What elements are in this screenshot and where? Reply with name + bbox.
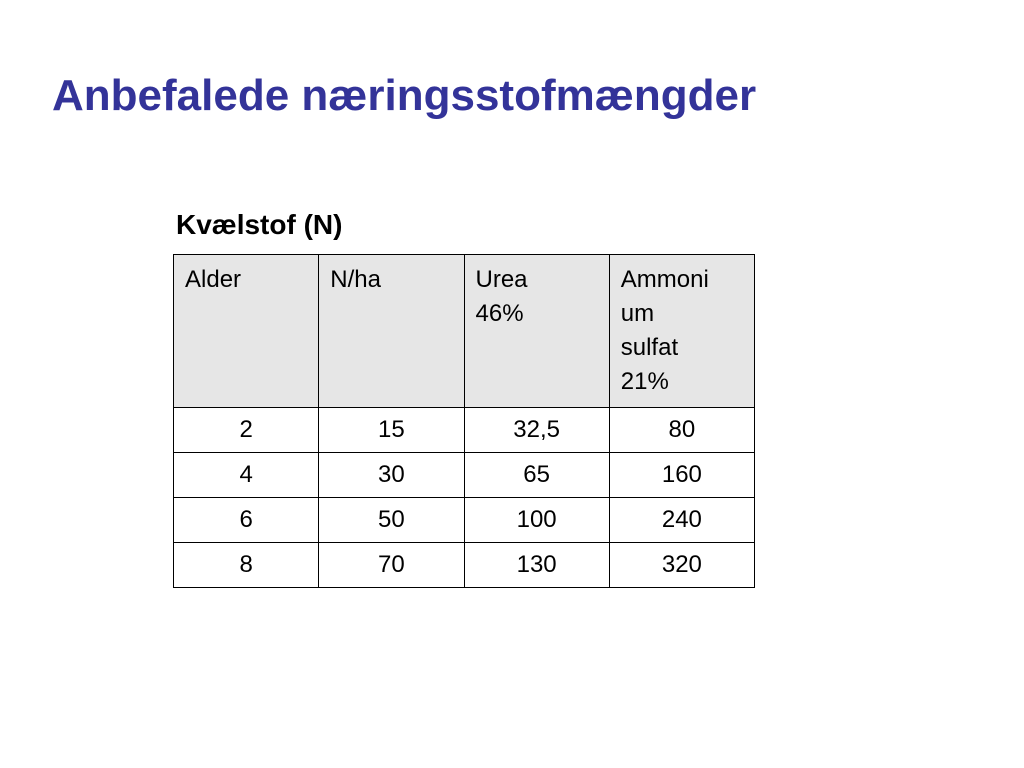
- cell-n-per-ha: 50: [319, 498, 464, 543]
- nutrient-table: [173, 254, 755, 588]
- cell-urea: 32,5: [464, 408, 609, 453]
- table-header-row: [174, 255, 755, 408]
- cell-ammonium-sulfat: 240: [609, 498, 754, 543]
- cell-ammonium-sulfat: 80: [609, 408, 754, 453]
- cell-n-per-ha: 30: [319, 453, 464, 498]
- cell-urea: 130: [464, 543, 609, 588]
- table-row: [174, 408, 755, 453]
- header-line: N/ha: [330, 266, 381, 293]
- header-alder: [174, 255, 319, 408]
- cell-alder: 6: [174, 498, 319, 543]
- cell-urea: 100: [464, 498, 609, 543]
- slide-title: Anbefalede næringsstofmængder: [52, 71, 757, 120]
- header-line: Alder: [185, 266, 242, 293]
- header-line: 46%: [475, 300, 524, 327]
- table-row: [174, 498, 755, 543]
- table-caption: Kvælstof (N): [176, 209, 343, 240]
- cell-n-per-ha: 70: [319, 543, 464, 588]
- header-line: sulfat: [620, 334, 679, 361]
- header-n-per-ha: [319, 255, 464, 408]
- table-row: [174, 543, 755, 588]
- cell-urea: 65: [464, 453, 609, 498]
- cell-ammonium-sulfat: 160: [609, 453, 754, 498]
- header-line: um: [620, 300, 655, 327]
- cell-alder: 4: [174, 453, 319, 498]
- cell-n-per-ha: 15: [319, 408, 464, 453]
- cell-ammonium-sulfat: 320: [609, 543, 754, 588]
- header-line: 21%: [620, 368, 669, 395]
- header-line: Ammoni: [620, 266, 709, 293]
- header-ammonium-sulfat: [609, 255, 754, 408]
- header-urea: [464, 255, 609, 408]
- cell-alder: 8: [174, 543, 319, 588]
- cell-alder: 2: [174, 408, 319, 453]
- table-row: [174, 453, 755, 498]
- header-line: Urea: [475, 266, 528, 293]
